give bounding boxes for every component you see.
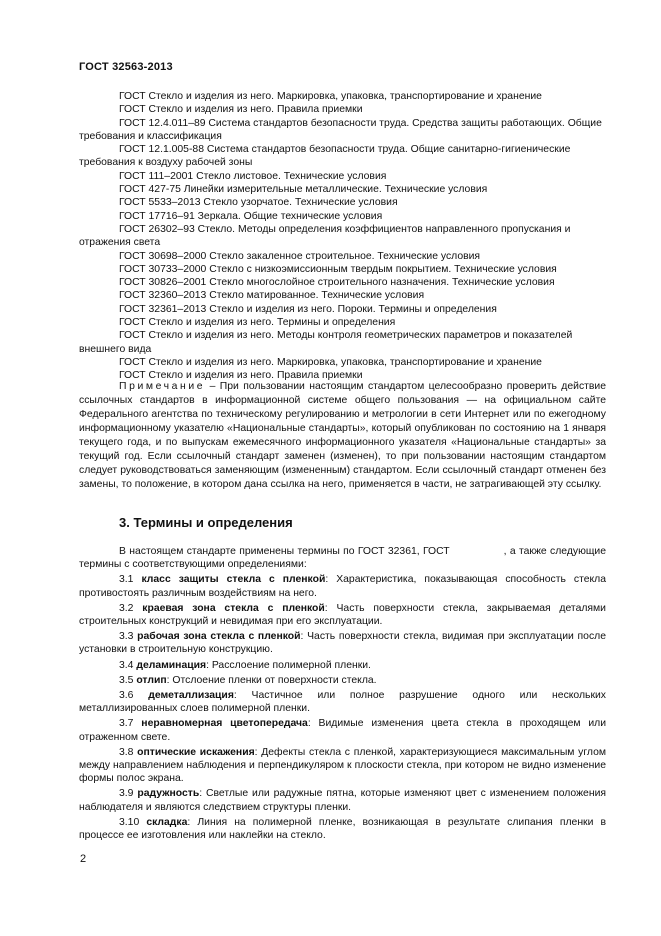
term-item	[79, 602, 606, 628]
term-number: 3.7	[119, 718, 134, 730]
note-paragraph	[79, 380, 606, 492]
term-name: радужность	[137, 788, 200, 800]
term-name: отлип	[136, 674, 167, 686]
term-item	[79, 717, 606, 743]
term-item	[79, 630, 606, 656]
term-definition: : Отслоение пленки от поверхности стекла.	[166, 674, 377, 686]
reference-item: ГОСТ 5533–2013 Стекло узорчатое. Технические условия	[119, 197, 398, 209]
reference-item: ГОСТ Стекло и изделия из него. Методы контроля геометрических параметров и показателей внешнего вида	[79, 330, 573, 355]
term-name: класс защиты стекла с пленкой	[141, 574, 326, 586]
intro-before: В настоящем стандарте применены термины по ГОСТ 32361, ГОСТ	[119, 546, 450, 557]
term-definition: : Часть поверхности стекла, видимая при эксплуатации после установки в строительную конструкцию.	[79, 631, 607, 656]
reference-item: ГОСТ 17716–91 Зеркала. Общие технические условия	[119, 210, 383, 222]
reference-item: ГОСТ Стекло и изделия из него. Маркировка, упаковка, транспортирование и хранение	[119, 91, 542, 102]
term-number: 3.2	[119, 602, 134, 614]
term-definition: : Дефекты стекла с пленкой, характеризующиеся максимальным углом между направлением наблюдения и перпендикуляром к плоскости стекла, при котором не видно изменение формы полос экрана.	[79, 746, 606, 785]
term-name: неравномерная цветопередача	[141, 718, 308, 730]
term-name: краевая зона стекла с пленкой	[142, 602, 325, 614]
reference-item: ГОСТ 32361–2013 Стекло и изделия из него. Пороки. Термины и определения	[119, 303, 497, 315]
term-name: складка	[146, 816, 188, 828]
term-definition: : Характеристика, показывающая способность стекла противостоять различным воздействиям на него.	[79, 574, 606, 599]
reference-item: ГОСТ 12.4.011–89 Система стандартов безопасности труда. Средства защиты работающих. Общие требования и классификация	[79, 117, 602, 142]
term-number: 3.5	[119, 674, 134, 686]
term-definition: : Частичное или полное разрушение одного или нескольких металлизированных слоев полимерной пленки.	[79, 690, 607, 715]
term-item	[79, 816, 606, 842]
term-definition: : Линия на полимерной пленке, возникающая в результате слипания пленки в процессе ее изготовления или наклейки на стекло.	[79, 816, 606, 842]
term-number: 3.6	[119, 690, 134, 702]
reference-item: ГОСТ 111–2001 Стекло листовое. Технические условия	[119, 170, 387, 182]
term-name: деметаллизация	[148, 690, 234, 702]
intro-after: , а также следующие термины с соответствующими определениями:	[79, 546, 607, 571]
reference-list	[79, 90, 606, 383]
term-definition: : Светлые или радужные пятна, которые изменяют цвет с изменением положения наблюдателя и являются следствием структуры пленки.	[79, 788, 606, 813]
reference-item: ГОСТ Стекло и изделия из него. Правила приемки	[119, 104, 363, 116]
term-name: рабочая зона стекла с пленкой	[137, 631, 301, 643]
term-item	[79, 689, 606, 715]
term-item	[79, 659, 606, 672]
term-name: оптические искажения	[137, 746, 255, 758]
term-item	[79, 746, 606, 786]
reference-item: ГОСТ 26302–93 Стекло. Методы определения коэффициентов направленного пропускания и отражения света	[79, 223, 571, 249]
term-definition: : Расслоение полимерной пленки.	[206, 659, 371, 671]
term-number: 3.8	[119, 746, 134, 758]
reference-item: ГОСТ 30698–2000 Стекло закаленное строительное. Технические условия	[119, 250, 481, 262]
note-label: Примечание	[119, 381, 206, 392]
term-number: 3.3	[119, 631, 134, 643]
term-definition: : Видимые изменения цвета стекла в проходящем или отраженном свете.	[79, 718, 606, 743]
document-header: ГОСТ 32563-2013	[79, 61, 173, 73]
page-number: 2	[80, 853, 87, 865]
reference-item: ГОСТ 30826–2001 Стекло многослойное строительного назначения. Технические условия	[119, 277, 555, 289]
note-block	[79, 380, 606, 492]
reference-item: ГОСТ 12.1.005-88 Система стандартов безопасности труда. Общие санитарно-гигиенические требования к воздуху рабочей зоны	[79, 144, 571, 169]
term-name: деламинация	[136, 659, 207, 671]
reference-item: ГОСТ 32360–2013 Стекло матированное. Технические условия	[119, 290, 425, 302]
intro-paragraph	[79, 545, 606, 571]
reference-item: ГОСТ Стекло и изделия из него. Маркировка, упаковка, транспортирование и хранение	[119, 356, 542, 368]
note-text: – При пользовании настоящим стандартом целесообразно проверить действие ссылочных стандартов в информационной системе общего пользования — на официальном сайте Федерального агентства по техническому регулированию и метрологии в сети Интернет или по ежегодному информационному указателю «Национальные стандарты», который опубликован по состоянию на 1 января текущего года, и по выпускам ежемесячного информационного указателя «Национальные стандарты» за текущий год. Если ссылочный стандарт заменен (изменен), то при пользовании настоящим стандартом следует руководствоваться заменяющим (измененным) стандартом. Если ссылочный стандарт отменен без замены, то положение, в котором дана ссылка на него, применяется в части, не затрагивающей эту ссылку.	[79, 381, 606, 490]
term-item	[79, 573, 606, 599]
term-number: 3.4	[119, 659, 134, 671]
term-number: 3.1	[119, 574, 134, 586]
reference-item: ГОСТ Стекло и изделия из него. Термины и определения	[119, 317, 396, 329]
reference-item: ГОСТ Стекло и изделия из него. Правила приемки	[119, 370, 363, 382]
reference-item: ГОСТ 427-75 Линейки измерительные металлические. Технические условия	[119, 184, 488, 196]
term-item	[79, 787, 606, 813]
term-number: 3.10	[119, 816, 140, 828]
terms-list	[79, 545, 606, 842]
term-number: 3.9	[119, 788, 134, 800]
section-title: 3. Термины и определения	[119, 515, 293, 530]
reference-item: ГОСТ 30733–2000 Стекло с низкоэмиссионным твердым покрытием. Технические условия	[119, 263, 557, 275]
term-definition: : Часть поверхности стекла, закрываемая деталями строительных конструкций и невидимая при его эксплуатации.	[79, 602, 606, 628]
term-item	[79, 674, 606, 687]
